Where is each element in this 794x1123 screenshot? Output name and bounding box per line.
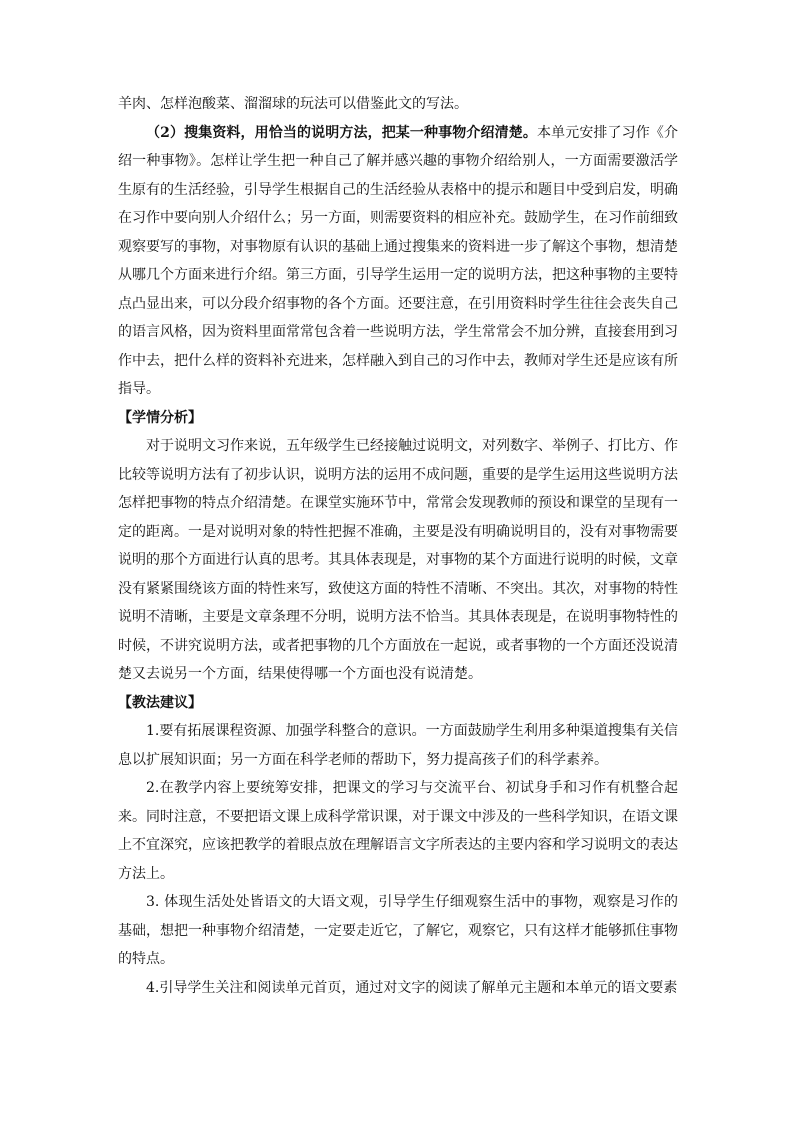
document-page xyxy=(118,90,678,1002)
suggestion-item-4: 4.引导学生关注和阅读单元首页，通过对文字的阅读了解单元主题和本单元的语文要素 xyxy=(146,979,678,996)
paragraph-student-analysis: 对于说明文习作来说，五年级学生已经接触过说明文，对列数字、举例子、打比方、作比较等说明方法有了初步认识，说明方法的运用不成问题，重要的是学生运用这些说明方法怎样把事物的特点介绍清楚。在课堂实施环节中，常常会发现教师的预设和课堂的呈现有一定的距离。一是对说明对象的特性把握不准确，主要是没有明确说明目的，没有对事物需要说明的那个方面进行认真的思考。其具体表现是，对事物的某个方面进行说明的时候，文章没有紧紧围绕该方面的特性来写，致使这方面的特性不清晰、不突出。其次，对事物的特性说明不清晰，主要是文章条理不分明，说明方法不恰当。其具体表现是，在说明事物特性的时候，不讲究说明方法，或者把事物的几个方面放在一起说，或者事物的一个方面还没说清楚又去说另一个方面，结果使得哪一个方面也没有说清楚。 xyxy=(118,438,678,682)
section-heading-student-analysis: 【学情分析】 xyxy=(118,409,202,426)
suggestion-item-3: 3. 体现生活处处皆语文的大语文观，引导学生仔细观察生活中的事物，观察是习作的基础，想把一种事物介绍清楚，一定要走近它，了解它，观察它，只有这样才能够抓住事物的特点。 xyxy=(118,894,678,967)
suggestion-item-1: 1.要有拓展课程资源、加强学科整合的意识。一方面鼓励学生利用多种渠道搜集有关信息以扩展知识面；另一方面在科学老师的帮助下，努力提高孩子们的科学素养。 xyxy=(118,723,678,768)
paragraph-lead-bold: （2）搜集资料，用恰当的说明方法，把某一种事物介绍清楚。 xyxy=(146,124,537,141)
paragraph-search-materials xyxy=(118,119,678,404)
suggestion-item-2: 2.在教学内容上要统筹安排，把课文的学习与交流平台、初试身手和习作有机整合起来。同时注意，不要把语文课上成科学常识课，对于课文中涉及的一些科学知识，在语文课上不宜深究，应该把教学的着眼点放在理解语言文字所表达的主要内容和学习说明文的表达方法上。 xyxy=(118,780,678,882)
paragraph-continuation: 羊肉、怎样泡酸菜、溜溜球的玩法可以借鉴此文的写法。 xyxy=(118,96,468,112)
paragraph-body: 本单元安排了习作《介绍一种事物》。怎样让学生把一种自己了解并感兴趣的事物介绍给别人，一方面需要激活学生原有的生活经验，引导学生根据自己的生活经验从表格中的提示和题目中受到启发，明确在习作中要向别人介绍什么；另一方面，则需要资料的相应补充。鼓励学生，在习作前细致观察要写的事物，对事物原有认识的基础上通过搜集来的资料进一步了解这个事物，想清楚从哪几个方面来进行介绍。第三方面，引导学生运用一定的说明方法，把这种事物的主要特点凸显出来，可以分段介绍事物的各个方面。还要注意，在引用资料时学生往往会丧失自己的语言风格，因为资料里面常常包含着一些说明方法，学生常常会不加分辨，直接套用到习作中去，把什么样的资料补充进来，怎样融入到自己的习作中去，教师对学生还是应该有所指导。 xyxy=(118,124,679,397)
section-heading-teaching-suggestions: 【教法建议】 xyxy=(118,694,202,711)
